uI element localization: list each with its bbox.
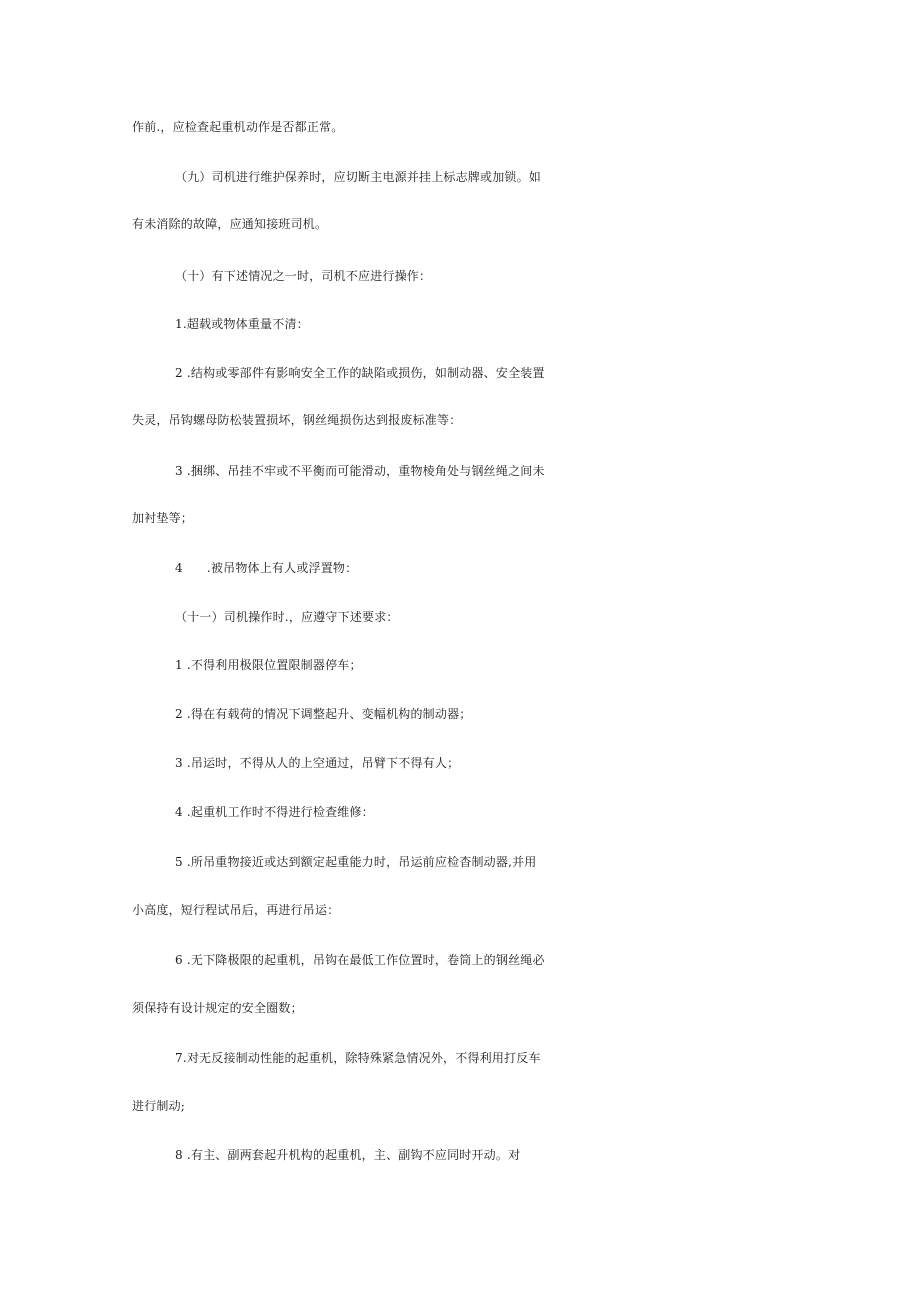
text-line: 有未消除的故障，应通知接班司机。 bbox=[132, 217, 328, 231]
list-item: 4 .被吊物体上有人或浮置物： bbox=[175, 561, 358, 575]
section-heading-11: （十一）司机操作时.，应遵守下述要求： bbox=[175, 610, 399, 624]
text-line: 作前.，应检查起重机动作是否都正常。 bbox=[132, 120, 344, 134]
text-line: 小高度，短行程试吊后，再进行吊运： bbox=[132, 903, 340, 917]
section-heading-10: （十）有下述情况之一时，司机不应进行操作： bbox=[175, 269, 432, 283]
list-item: 1 .不得利用极限位置限制器停车； bbox=[175, 658, 362, 672]
list-item: 1.超载或物体重量不清： bbox=[175, 317, 309, 331]
text-line: 须保持有设计规定的安全圈数； bbox=[132, 1001, 303, 1015]
list-item: 2 .结构或零部件有影响安全工作的缺陷或损伤，如制动器、安全装置 bbox=[175, 366, 545, 380]
list-item: 3 .吊运时，不得从人的上空通过，吊臂下不得有人； bbox=[175, 756, 460, 770]
section-heading-9: （九）司机进行维护保养时，应切断主电源并挂上标志牌或加锁。如 bbox=[175, 170, 542, 184]
text-line: 失灵，吊钩螺母防松装置损坏，钢丝绳损伤达到报废标准等： bbox=[132, 413, 462, 427]
list-item: 6 .无下降极限的起重机，吊钩在最低工作位置时，卷筒上的钢丝绳必 bbox=[175, 953, 545, 967]
list-item: 7.对无反接制动性能的起重机，除特殊紧急情况外，不得利用打反车 bbox=[175, 1051, 541, 1065]
list-item: 4 .起重机工作时不得进行检查维修： bbox=[175, 805, 374, 819]
list-item: 5 .所吊重物接近或达到额定起重能力时，吊运前应检杳制动器,并用 bbox=[175, 855, 537, 869]
list-item: 2 .得在有载荷的情况下调整起升、变幅机构的制动器； bbox=[175, 707, 472, 721]
list-item: 8 .有主、副两套起升机构的起重机，主、副钩不应同时开动。对 bbox=[175, 1148, 521, 1162]
text-line: 加衬垫等； bbox=[132, 511, 194, 525]
text-line: 进行制动; bbox=[132, 1099, 186, 1113]
list-item: 3 .捆绑、吊挂不牢或不平衡而可能滑动，重物棱角处与钢丝绳之间未 bbox=[175, 464, 545, 478]
